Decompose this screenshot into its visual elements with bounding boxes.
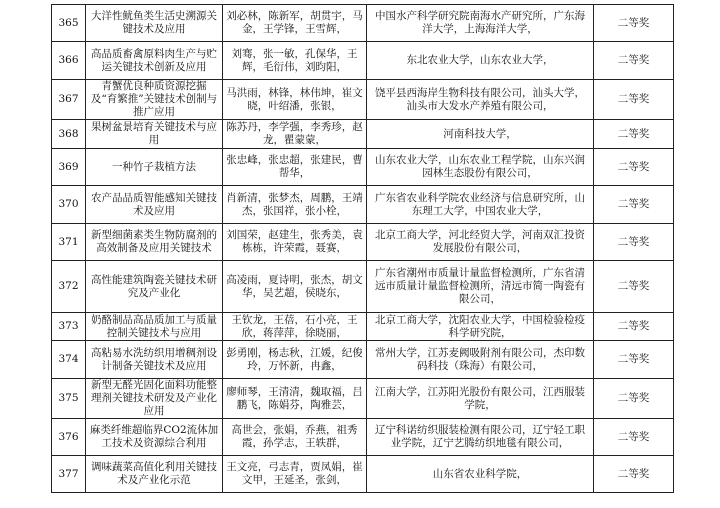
table-row (52, 341, 674, 379)
organizations: 常州大学，江苏麦阙吸附剂有限公司，杰印数码科技（珠海）有限公司， (367, 341, 594, 379)
table-row (52, 5, 674, 42)
organizations: 东北农业大学，山东农业大学， (367, 42, 594, 80)
table-row (52, 379, 674, 419)
project-name: 新型细菌素类生物防腐剂的高效制备及应用关键技术 (86, 224, 223, 261)
row-number: 366 (52, 42, 86, 80)
personnel: 刘必林，陈新军，胡贯宇，马金，王学锋，王雪辉， (223, 5, 367, 42)
table-row (52, 313, 674, 341)
personnel: 高世会，张娟，乔燕，祖秀霞，孙学志，王轶群， (223, 419, 367, 456)
row-number: 376 (52, 419, 86, 456)
award-level: 二等奖 (594, 120, 674, 149)
personnel: 马洪雨，林锋，林伟坤，崔文晓，叶绍潘，张银， (223, 80, 367, 120)
award-level: 二等奖 (594, 80, 674, 120)
personnel: 廖师琴，王清清，魏取福，吕鹏飞，陈娟芬，陶雅芸， (223, 379, 367, 419)
personnel: 刘国荣，赵建生，张秀美，袁栋栋，许荣霞，聂赛， (223, 224, 367, 261)
table-row (52, 261, 674, 313)
project-name: 果树盆景培育关键技术与应用 (86, 120, 223, 149)
project-name: 农产品品质智能感知关键技术及应用 (86, 186, 223, 224)
table-row (52, 456, 674, 493)
award-level: 二等奖 (594, 313, 674, 341)
row-number: 374 (52, 341, 86, 379)
project-name: 高品质畜禽原料肉生产与贮运关键技术创新及应用 (86, 42, 223, 80)
organizations: 广东省农业科学院农业经济与信息研究所，山东理工大学，中国农业大学， (367, 186, 594, 224)
row-number: 368 (52, 120, 86, 149)
personnel: 张忠峰，张忠超，张建民，曹帮华， (223, 149, 367, 186)
table-row (52, 224, 674, 261)
award-level: 二等奖 (594, 341, 674, 379)
project-name: 高性能建筑陶瓷关键技术研究及产业化 (86, 261, 223, 313)
award-level: 二等奖 (594, 419, 674, 456)
project-name: 高粘易水洗纺织用增稠剂设计制备关键技术及应用 (86, 341, 223, 379)
table-row (52, 80, 674, 120)
row-number: 371 (52, 224, 86, 261)
project-name: 调味蔬菜高值化利用关键技术及产业化示范 (86, 456, 223, 493)
personnel: 高凌雨，夏诗明，张杰，胡文华，吴艺超，侯晓东， (223, 261, 367, 313)
award-level: 二等奖 (594, 5, 674, 42)
table-row (52, 120, 674, 149)
table-row (52, 42, 674, 80)
personnel: 彭勇刚，杨志秋，江媛，纪俊玲，万怀新，冉鑫， (223, 341, 367, 379)
project-name: 奶酪制品高品质加工与质量控制关键技术与应用 (86, 313, 223, 341)
personnel: 王文亮，弓志青，贾凤娟，崔文甲，王延圣，张剑， (223, 456, 367, 493)
table-row (52, 186, 674, 224)
project-name: 新型无醛光固化面料功能整理剂关键技术研发及产业化应用 (86, 379, 223, 419)
table-row (52, 149, 674, 186)
row-number: 369 (52, 149, 86, 186)
project-name: 麻类纤维超临界CO2流体加工技术及资源综合利用 (86, 419, 223, 456)
award-level: 二等奖 (594, 456, 674, 493)
row-number: 367 (52, 80, 86, 120)
organizations: 北京工商大学，沈阳农业大学，中国检验检疫科学研究院， (367, 313, 594, 341)
organizations: 江南大学，江苏阳光股份有限公司，江西服装学院， (367, 379, 594, 419)
award-level: 二等奖 (594, 379, 674, 419)
awards-table (51, 4, 674, 493)
row-number: 373 (52, 313, 86, 341)
row-number: 377 (52, 456, 86, 493)
organizations: 辽宁科诺纺织服装检测有限公司，辽宁轻工职业学院，辽宁艺腾纺织地毯有限公司， (367, 419, 594, 456)
award-level: 二等奖 (594, 149, 674, 186)
table-row (52, 419, 674, 456)
organizations: 饶平县西海岸生物科技有限公司，汕头大学，汕头市大发水产养殖有限公司， (367, 80, 594, 120)
award-level: 二等奖 (594, 261, 674, 313)
personnel: 陈苏丹，李学强，李秀珍，赵龙，瞿蒙蒙， (223, 120, 367, 149)
organizations: 中国水产科学研究院南海水产研究所，广东海洋大学，上海海洋大学， (367, 5, 594, 42)
organizations: 河南科技大学， (367, 120, 594, 149)
award-level: 二等奖 (594, 42, 674, 80)
project-name: 一种竹子栽植方法 (86, 149, 223, 186)
row-number: 365 (52, 5, 86, 42)
project-name: 大洋性鱿鱼类生活史溯源关键技术及应用 (86, 5, 223, 42)
project-name: 青蟹优良种质资源挖掘及“育繁推”关键技术创制与推广应用 (86, 80, 223, 120)
row-number: 370 (52, 186, 86, 224)
organizations: 山东省农业科学院， (367, 456, 594, 493)
organizations: 广东省潮州市质量计量监督检测所，广东省清远市质量计量监督检测所，清远市简一陶瓷有限公司， (367, 261, 594, 313)
organizations: 山东农业大学，山东农业工程学院，山东兴润园林生态股份有限公司， (367, 149, 594, 186)
row-number: 372 (52, 261, 86, 313)
award-level: 二等奖 (594, 224, 674, 261)
organizations: 北京工商大学，河北经贸大学，河南双汇投资发展股份有限公司， (367, 224, 594, 261)
personnel: 王钦龙，王蓓，石小亮，王欣，蒋萍萍，徐晓丽， (223, 313, 367, 341)
personnel: 刘骞，张一敏，孔保华，王辉，毛衍伟，刘昀阳， (223, 42, 367, 80)
row-number: 375 (52, 379, 86, 419)
personnel: 肖新清，张梦杰，周鹏，王靖杰，张国祥，张小栓， (223, 186, 367, 224)
award-level: 二等奖 (594, 186, 674, 224)
